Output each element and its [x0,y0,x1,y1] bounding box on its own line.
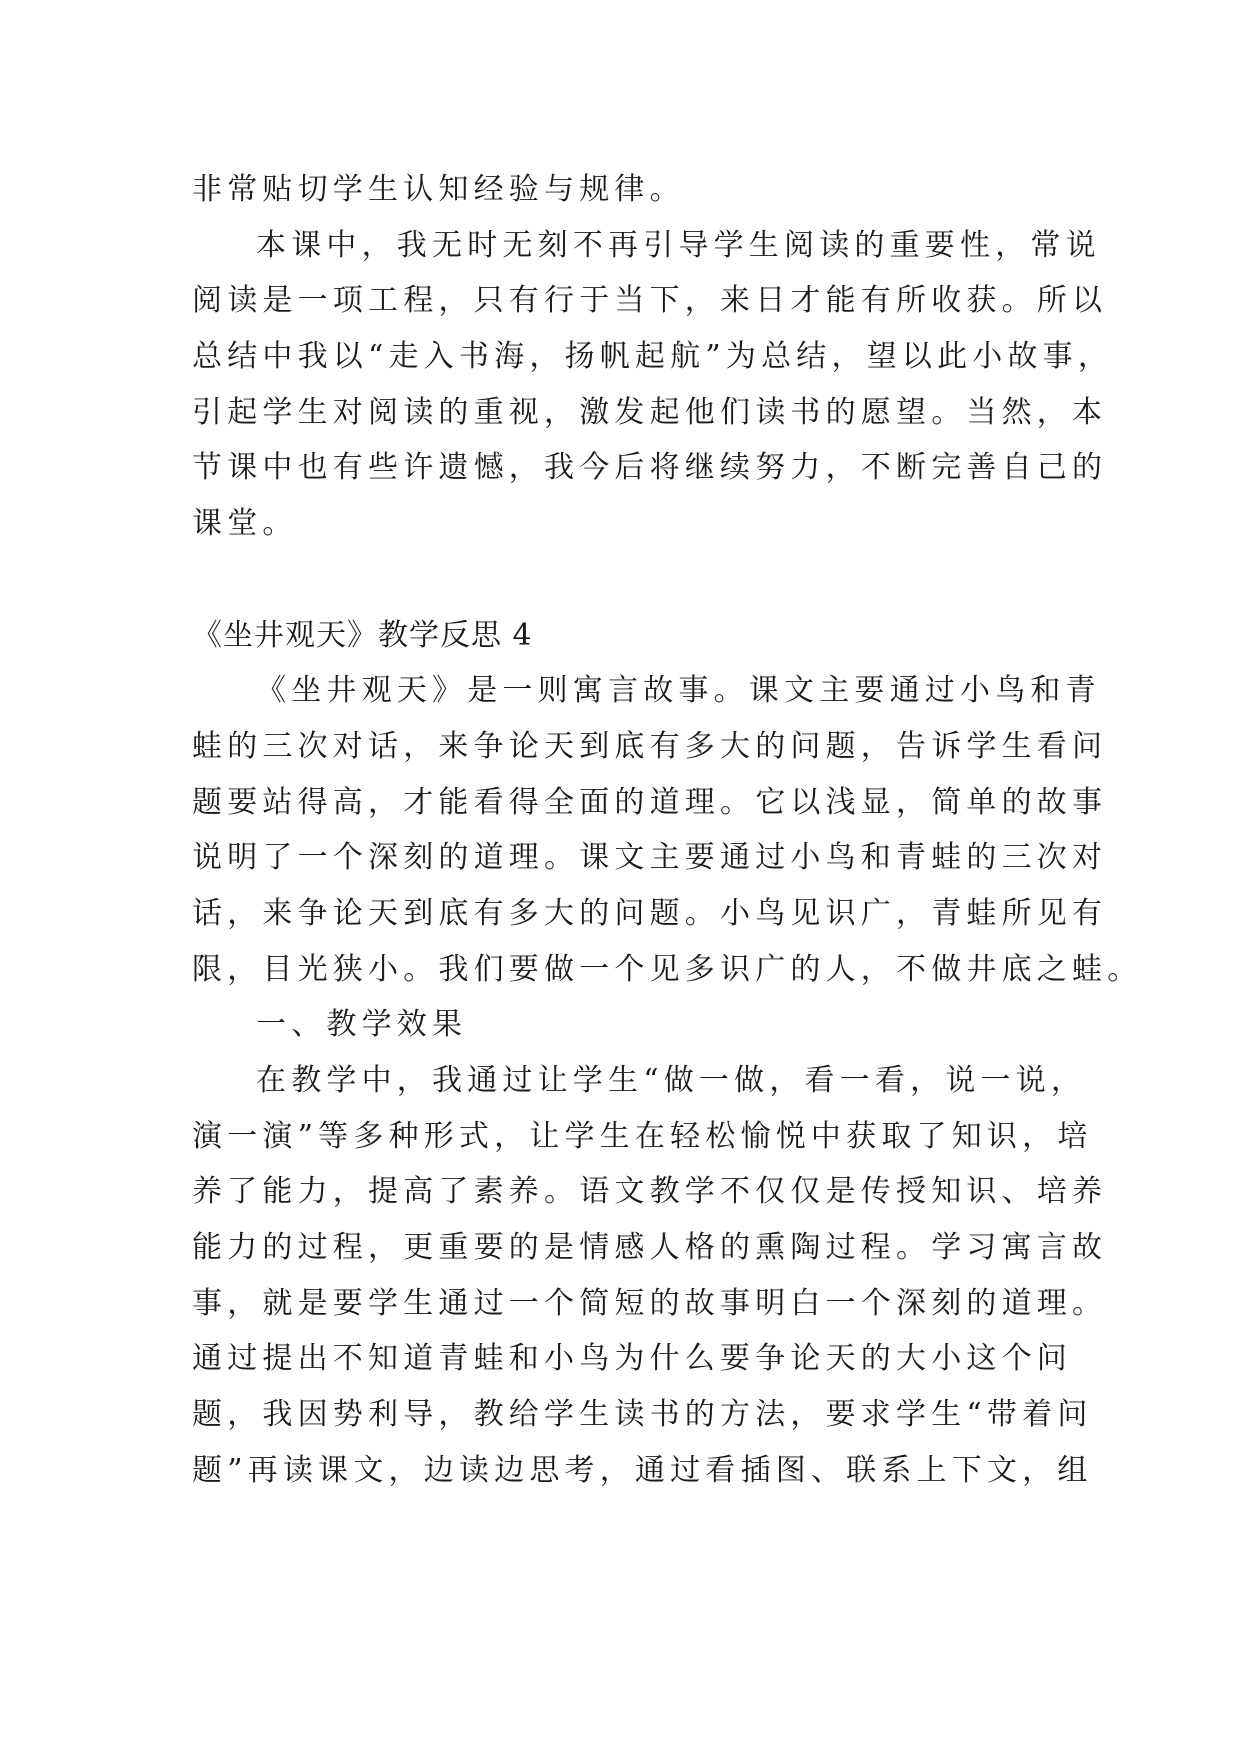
text-line: 题要站得高，才能看得全面的道理。它以浅显，简单的故事 [192,784,1108,820]
subheading-line: 一、教学效果 [256,1007,468,1043]
text-line: 能力的过程，更重要的是情感人格的熏陶过程。学习寓言故 [192,1230,1108,1266]
text-line: 养了能力，提高了素养。语文教学不仅仅是传授知识、培养 [192,1174,1108,1210]
text-line: 话，来争论天到底有多大的问题。小鸟见识广，青蛙所见有 [192,895,1108,931]
text-line: 事，就是要学生通过一个简短的故事明白一个深刻的道理。 [192,1285,1108,1321]
text-line: 题，我因势利导，教给学生读书的方法，要求学生“带着问 [192,1397,1093,1433]
text-line: 阅读是一项工程，只有行于当下，来日才能有所收获。所以 [192,283,1108,319]
paragraph-start-line: 在教学中，我通过让学生“做一做，看一看，说一说， [256,1063,1087,1098]
text-line: 引起学生对阅读的重视，激发起他们读书的愿望。当然，本 [192,394,1108,430]
paragraph-start-line: 本课中，我无时无刻不再引导学生阅读的重要性，常说 [256,227,1101,263]
paragraph-start-line: 《坐井观天》是一则寓言故事。课文主要通过小鸟和青 [256,673,1101,709]
text-line: 课堂。 [192,506,298,542]
text-line: 非常贴切学生认知经验与规律。 [192,172,685,207]
text-line: 总结中我以“走入书海，扬帆起航”为总结，望以此小故事， [192,339,1114,375]
text-line: 节课中也有些许遗憾，我今后将继续努力，不断完善自己的 [192,450,1108,486]
document-body [192,162,1143,1499]
text-line: 题”再读课文，边读边思考，通过看插图、联系上下文，组 [192,1452,1093,1488]
text-line: 演一演”等多种形式，让学生在轻松愉悦中获取了知识，培 [192,1118,1093,1154]
section-heading: 《坐井观天》教学反思 4 [192,617,533,653]
text-line: 通过提出不知道青蛙和小鸟为什么要争论天的大小这个问 [192,1341,1072,1377]
text-line: 限，目光狭小。我们要做一个见多识广的人，不做井底之蛙。 [192,951,1143,987]
text-line: 说明了一个深刻的道理。课文主要通过小鸟和青蛙的三次对 [192,840,1108,876]
blank-line [192,552,1072,608]
text-line: 蛙的三次对话，来争论天到底有多大的问题，告诉学生看问 [192,728,1108,764]
